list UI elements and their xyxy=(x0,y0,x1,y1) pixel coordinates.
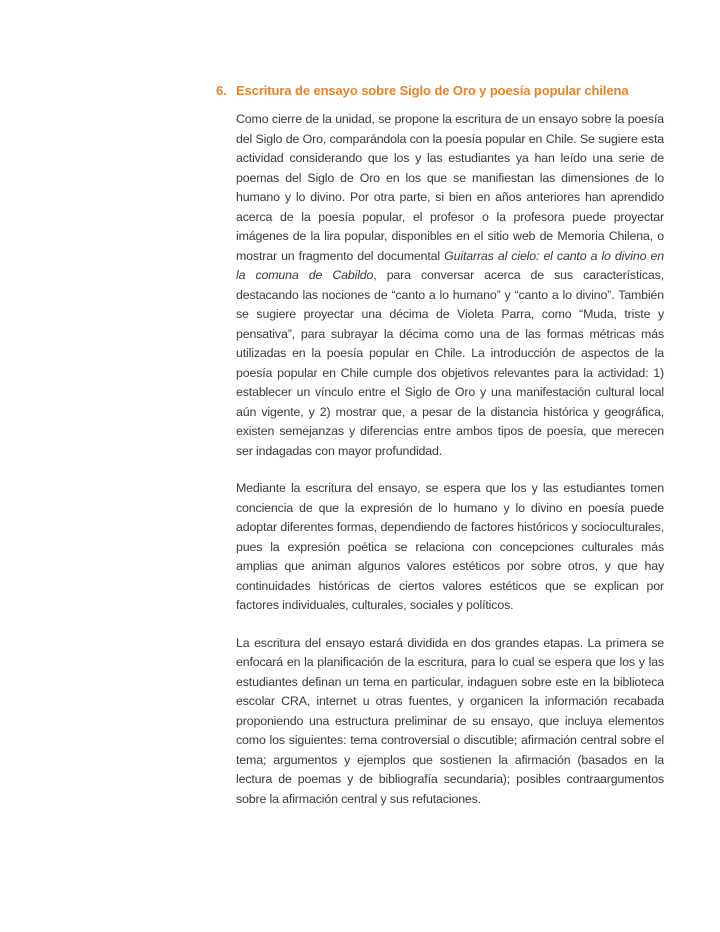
section-title: Escritura de ensayo sobre Siglo de Oro y poesía popular chilena xyxy=(236,83,629,98)
documentary-title: Guitarras al cielo: el canto a lo divino en la comuna de Cabildo xyxy=(236,248,664,282)
section-number: 6. xyxy=(216,83,227,98)
paragraph-1-part-1: Como cierre de la unidad, se propone la escritura de un ensayo sobre la poesía del Siglo de Oro, comparándola con la poesía popular en Chile. Se sugiere esta actividad considerando que los y las estudiantes ya han leído una serie de poemas del Siglo de Oro en los que se manifiestan las dimensiones de lo humano y lo divino. Por otra parte, si bien en años anteriores han aprendido acerca de la poesía popular, el profesor o la profesora puede proyectar imágenes de la lira popular, disponibles en el sitio web de Memoria Chilena, o mostrar un fragmento del documental xyxy=(236,112,664,263)
section-heading xyxy=(216,83,686,98)
paragraph-1 xyxy=(236,110,664,461)
paragraph-2: Mediante la escritura del ensayo, se espera que los y las estudiantes tomen conciencia de que la expresión de lo humano y lo divino en poesía puede adoptar diferentes formas, dependiendo de factores históricos y socioculturales, pues la expresión poética se relaciona con concepciones culturales más amplias que animan algunos valores estéticos por sobre otros, y que hay continuidades históricas de ciertos valores estéticos que se explican por factores individuales, culturales, sociales y políticos. xyxy=(236,481,664,612)
paragraph-3: La escritura del ensayo estará dividida en dos grandes etapas. La primera se enfocará en la planificación de la escritura, para lo cual se espera que los y las estudiantes definan un tema en particular, indaguen sobre este en la biblioteca escolar CRA, internet u otras fuentes, y organicen la información recabada proponiendo una estructura preliminar de su ensayo, que incluya elementos como los siguientes: tema controversial o discutible; afirmación central sobre el tema; argumentos y ejemplos que sostienen la afirmación (basados en la lectura de poemas y de bibliografía secundaria); posibles contraargumentos sobre la afirmación central y sus refutaciones. xyxy=(236,635,664,806)
paragraph-1-part-2: , para conversar acerca de sus características, destacando las nociones de “canto a lo humano” y “canto a lo divino”. También se sugiere proyectar una décima de Violeta Parra, como “Muda, triste y pensativa”, para subrayar la décima como una de las formas métricas más utilizadas en la poesía popular en Chile. La introducción de aspectos de la poesía popular en Chile cumple dos objetivos relevantes para la actividad: 1) establecer un vínculo entre el Siglo de Oro y una manifestación cultural local aún vigente, y 2) mostrar que, a pesar de la distancia histórica y geográfica, existen semejanzas y diferencias entre ambos tipos de poesía, que merecen ser indagadas con mayor profundidad. xyxy=(236,268,664,458)
section-body xyxy=(236,110,664,827)
